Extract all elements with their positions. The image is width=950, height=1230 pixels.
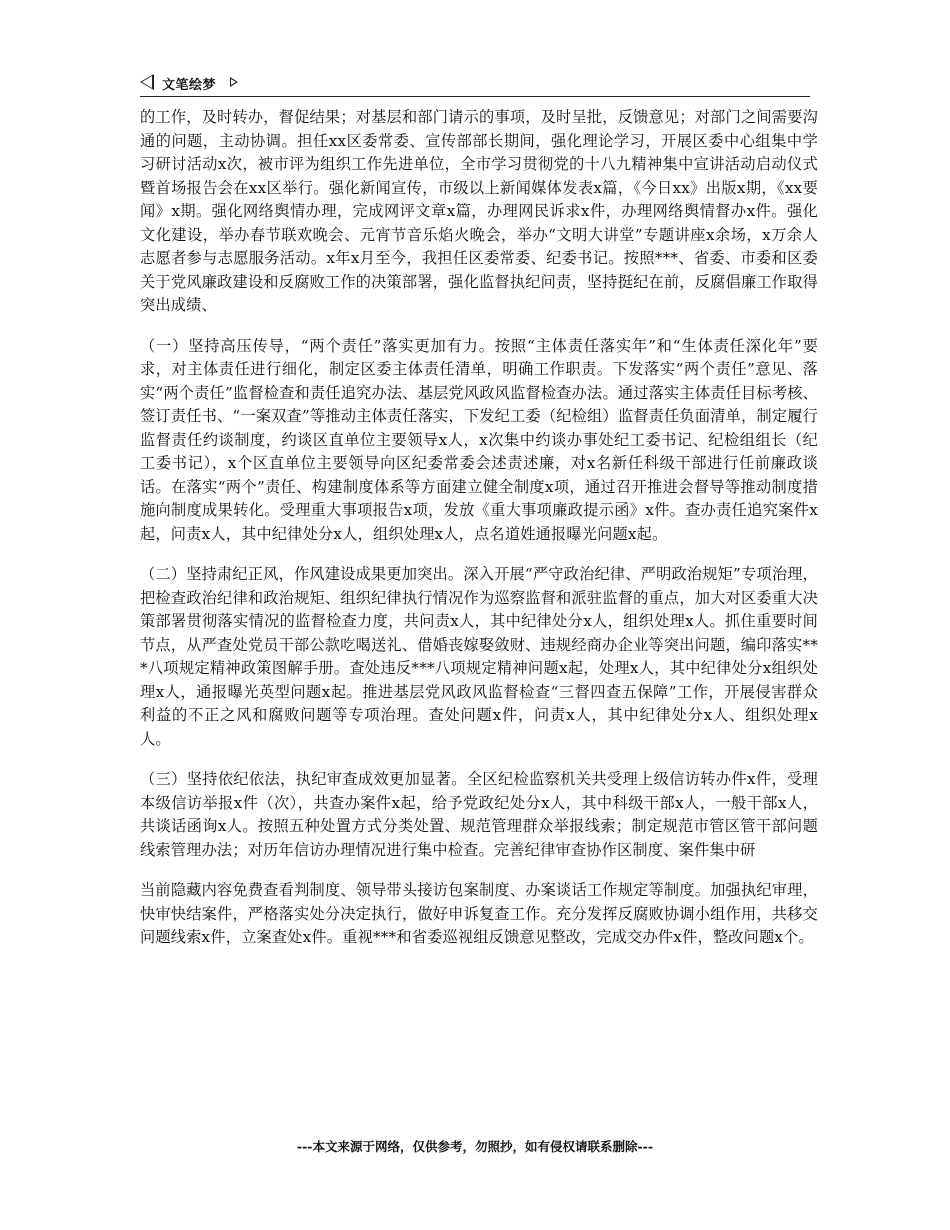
footer-disclaimer: ---本文来源于网络，仅供参考，勿照抄，如有侵权请联系删除--- [296, 1139, 654, 1154]
left-triangle-icon [140, 74, 154, 90]
paragraph-section-2: （二）坚持肃纪正风，作风建设成果更加突出。深入开展“严守政治纪律、严明政治规矩”专项治理，把检查政治纪律和政治规矩、组织纪律执行情况作为巡察监督和派驻监督的重点，加大对区委重大决策部署贯彻落实情况的监督检查力度，共问责x人，其中纪律处分x人，组织处理x人。抓住重要时间节点，从严查处党员干部公款吃喝送礼、借婚丧嫁娶敛财、违规经商办企业等突出问题，编印落实***八项规定精神政策图解手册。查处违反***八项规定精神问题x起，处理x人，其中纪律处分x组织处理x人，通报曝光英型问题x起。推进基层党风政风监督检查“三督四查五保障”工作，开展侵害群众利益的不正之风和腐败问题等专项治理。查处问题x件，问责x人，其中纪律处分x人、组织处理x人。 [140, 565, 818, 748]
paragraph-intro: 的工作，及时转办，督促结果；对基层和部门请示的事项，及时呈批，反馈意见；对部门之间需要沟通的问题，主动协调。担任xx区委常委、宣传部部长期间，强化理论学习，开展区委中心组集中学习研讨活动x次，被市评为组织工作先进单位，全市学习贯彻党的十八九精神集中宣讲活动启动仪式暨首场报告会在xx区举行。强化新闻宣传，市级以上新闻媒体发表x篇，《今日xx》出版x期，《xx要闻》x期。强化网络舆情办理，完成网评文章x篇，办理网民诉求x件，办理网络舆情督办x件。强化文化建设，举办春节联欢晚会、元宵节音乐焰火晚会，举办“文明大讲堂”专题讲座x余场，x万余人志愿者参与志愿服务活动。x年x月至今，我担任区委常委、纪委书记。按照***、省委、市委和区委关于党风廉政建设和反腐败工作的决策部署，强化监督执纪问责，坚持挺纪在前，反腐倡廉工作取得突出成绩、 [140, 108, 818, 314]
paragraph-section-3: （三）坚持依纪依法，执纪审查成效更加显著。全区纪检监察机关共受理上级信访转办件x件，受理本级信访举报x件（次），共查办案件x起，给予党政纪处分x人，其中科级干部x人，一般干部x人，共谈话函询x人。按照五种处置方式分类处置、规范管理群众举报线索；制定规范市管区管干部问题线索管理办法；对历年信访办理情况进行集中检查。完善纪律审查协作区制度、案件集中研 [140, 770, 818, 859]
right-triangle-icon [230, 77, 238, 87]
page-header [140, 72, 810, 97]
brand-name: 文笔绘梦 [162, 78, 217, 93]
paragraph-continued: 当前隐藏内容免费查看判制度、领导带头接访包案制度、办案谈话工作规定等制度。加强执纪审理，快审快结案件，严格落实处分决定执行，做好申诉复查工作。充分发挥反腐败协调小组作用，共移交问题线索x件，立案查处x件。重视***和省委巡视组反馈意见整改，完成交办件x件，整改问题x个。 [140, 881, 818, 946]
paragraph-section-1: （一）坚持高压传导，“两个责任”落实更加有力。按照“主体责任落实年”和“生体责任深化年”要求，对主体责任进行细化，制定区委主体责任清单，明确工作职责。下发落实“两个责任”意见、落实“两个责任”监督检查和责任追究办法、基层党风政风监督检查办法。通过落实主体责任目标考核、签订责任书、“一案双查”等推动主体责任落实，下发纪工委（纪检组）监督责任负面清单，制定履行监督责任约谈制度，约谈区直单位主要领导x人，x次集中约谈办事处纪工委书记、纪检组组长（纪工委书记），x个区直单位主要领导向区纪委常委会述责述廉，对x名新任科级干部进行任前廉政谈话。在落实“两个”责任、构建制度体系等方面建立健全制度x项，通过召开推进会督导等推动制度措施向制度成果转化。受理重大事项报告x项，发放《重大事项廉政提示函》x件。查办责任追究案件x起，问责x人，其中纪律处分x人，组织处理x人，点名道姓通报曝光问题x起。 [140, 336, 818, 543]
document-body [140, 106, 818, 967]
